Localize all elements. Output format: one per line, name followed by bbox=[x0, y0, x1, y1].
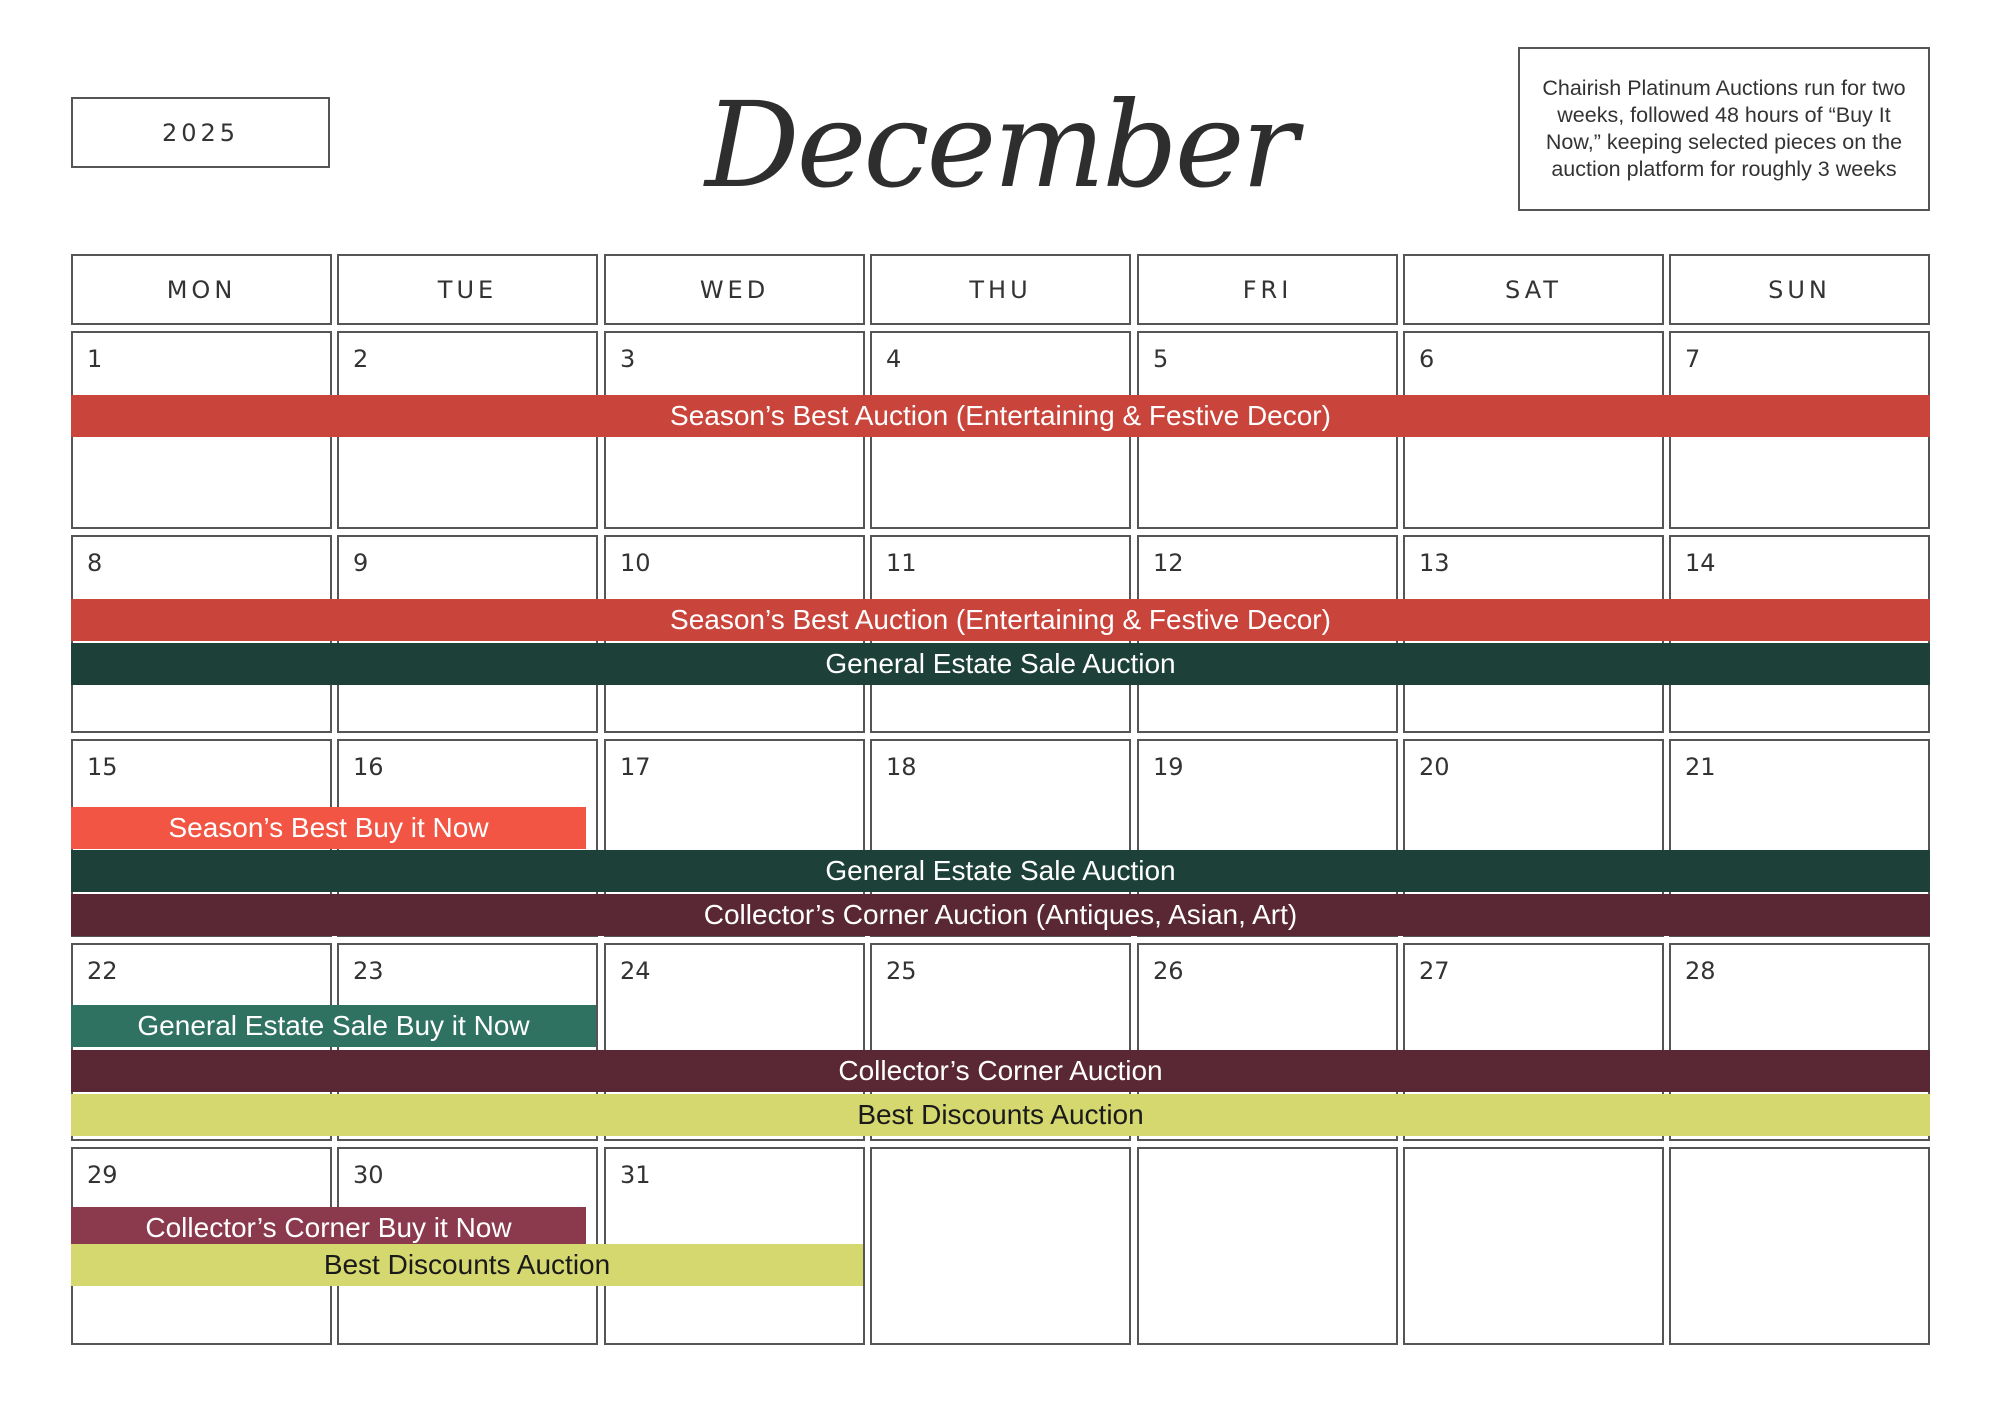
day-cell-empty[interactable] bbox=[870, 1147, 1131, 1345]
day-number: 28 bbox=[1685, 957, 1716, 985]
day-number: 13 bbox=[1419, 549, 1450, 577]
day-number: 19 bbox=[1153, 753, 1184, 781]
event-bar[interactable]: Collector’s Corner Auction (Antiques, Asian, Art) bbox=[71, 894, 1930, 936]
event-bar[interactable]: General Estate Sale Auction bbox=[71, 643, 1930, 685]
day-number: 1 bbox=[87, 345, 103, 373]
day-number: 2 bbox=[353, 345, 369, 373]
day-number: 18 bbox=[886, 753, 917, 781]
day-number: 21 bbox=[1685, 753, 1716, 781]
day-number: 16 bbox=[353, 753, 384, 781]
weekday-header-mon: MON bbox=[71, 254, 332, 325]
day-number: 29 bbox=[87, 1161, 118, 1189]
auction-note: Chairish Platinum Auctions run for two weeks, followed 48 hours of “Buy It Now,” keeping selected pieces on the auction platform for roughly 3 weeks bbox=[1518, 47, 1930, 211]
event-bar[interactable]: Season’s Best Auction (Entertaining & Festive Decor) bbox=[71, 395, 1930, 437]
day-number: 3 bbox=[620, 345, 636, 373]
event-bar[interactable]: Season’s Best Auction (Entertaining & Festive Decor) bbox=[71, 599, 1930, 641]
event-bar[interactable]: Collector’s Corner Auction bbox=[71, 1050, 1930, 1092]
month-title: December bbox=[704, 76, 1296, 214]
day-number: 22 bbox=[87, 957, 118, 985]
event-bar[interactable]: Best Discounts Auction bbox=[71, 1094, 1930, 1136]
day-cell-empty[interactable] bbox=[1669, 1147, 1930, 1345]
event-bar[interactable]: Best Discounts Auction bbox=[71, 1244, 863, 1286]
day-cell-empty[interactable] bbox=[1403, 1147, 1664, 1345]
day-number: 7 bbox=[1685, 345, 1701, 373]
day-number: 23 bbox=[353, 957, 384, 985]
day-number: 31 bbox=[620, 1161, 651, 1189]
day-number: 5 bbox=[1153, 345, 1169, 373]
day-number: 30 bbox=[353, 1161, 384, 1189]
day-number: 8 bbox=[87, 549, 103, 577]
day-number: 10 bbox=[620, 549, 651, 577]
weekday-header-sat: SAT bbox=[1403, 254, 1664, 325]
day-number: 15 bbox=[87, 753, 118, 781]
day-number: 12 bbox=[1153, 549, 1184, 577]
day-number: 27 bbox=[1419, 957, 1450, 985]
day-number: 11 bbox=[886, 549, 917, 577]
event-bar[interactable]: General Estate Sale Auction bbox=[71, 850, 1930, 892]
day-number: 26 bbox=[1153, 957, 1184, 985]
event-bar[interactable]: Collector’s Corner Buy it Now bbox=[71, 1207, 586, 1249]
weekday-header-wed: WED bbox=[604, 254, 865, 325]
day-number: 14 bbox=[1685, 549, 1716, 577]
weekday-header-tue: TUE bbox=[337, 254, 598, 325]
event-bar[interactable]: General Estate Sale Buy it Now bbox=[71, 1005, 596, 1047]
day-number: 4 bbox=[886, 345, 902, 373]
event-bar[interactable]: Season’s Best Buy it Now bbox=[71, 807, 586, 849]
year-label: 2025 bbox=[71, 97, 330, 168]
weekday-header-thu: THU bbox=[870, 254, 1131, 325]
day-cell-empty[interactable] bbox=[1137, 1147, 1398, 1345]
weekday-header-sun: SUN bbox=[1669, 254, 1930, 325]
day-number: 9 bbox=[353, 549, 369, 577]
day-number: 20 bbox=[1419, 753, 1450, 781]
day-number: 24 bbox=[620, 957, 651, 985]
weekday-header-fri: FRI bbox=[1137, 254, 1398, 325]
day-number: 17 bbox=[620, 753, 651, 781]
day-number: 25 bbox=[886, 957, 917, 985]
day-number: 6 bbox=[1419, 345, 1435, 373]
